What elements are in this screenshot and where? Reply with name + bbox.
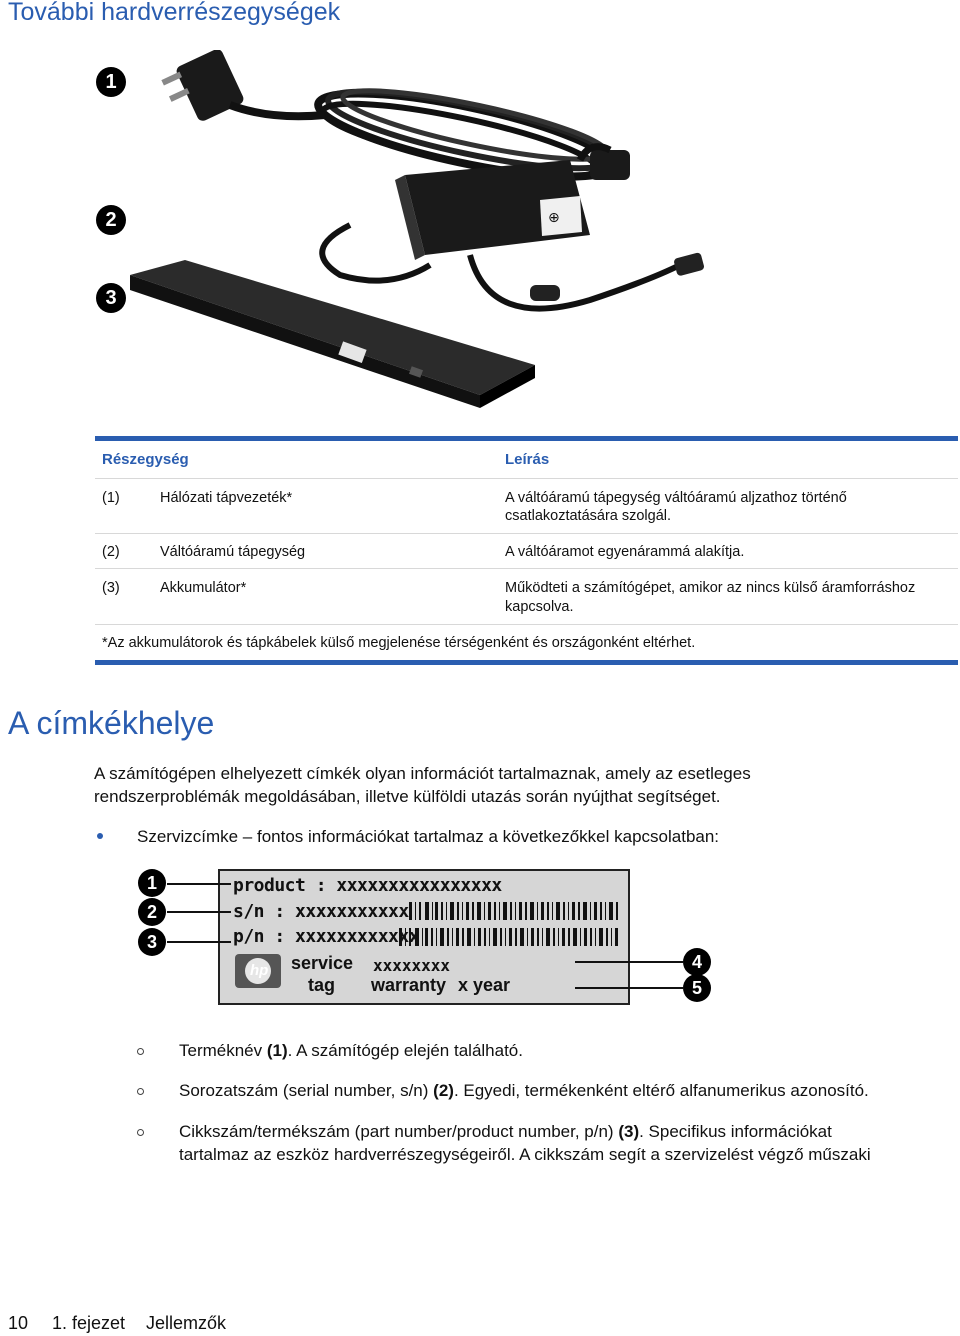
callout-1: 1 xyxy=(96,67,126,97)
sub-item-ref: (3) xyxy=(618,1122,640,1141)
table-footnote: *Az akkumulátorok és tápkábelek külső megjelenése térségenként és országonként eltérhet. xyxy=(102,635,696,651)
row-3-number: (3) xyxy=(102,580,120,596)
section-title: A címkékhelye xyxy=(8,705,215,741)
table-header-description: Leírás xyxy=(505,451,550,468)
row-divider xyxy=(95,624,958,625)
sub-item-part-number-line2: tartalmaz az eszköz hardverrészegységeiről. A cikkszám segít a szervizelést végző műszaki xyxy=(179,1145,871,1164)
row-2-description-line1: A váltóáramot egyenárammá alakítja. xyxy=(505,544,745,560)
ac-adapter-image xyxy=(322,160,705,309)
row-3-description-line1: Működteti a számítógépet, amikor az nincs külső áramforráshoz xyxy=(505,580,916,596)
label-tag: tag xyxy=(308,975,335,995)
footer-chapter-name: Jellemzők xyxy=(146,1313,227,1333)
label-callout-5: 5 xyxy=(683,974,711,1002)
row-divider xyxy=(95,533,958,534)
table-top-rule xyxy=(95,436,958,441)
intro-line-1: A számítógépen elhelyezett címkék olyan információt tartalmaznak, amely az esetleges xyxy=(94,764,751,783)
row-1-number: (1) xyxy=(102,490,120,506)
row-1-description-line2: csatlakoztatására szolgál. xyxy=(505,508,672,524)
sub-item-text: Cikkszám/termékszám (part number/product number, p/n) xyxy=(179,1122,619,1141)
sub-item-text: Terméknév xyxy=(179,1041,267,1060)
label-part-number: p/n : xxxxxxxxxxxx xyxy=(233,926,420,947)
row-divider xyxy=(95,568,958,569)
row-2-component: Váltóáramú tápegység xyxy=(160,544,306,560)
sub-item-text: . A számítógép elején található. xyxy=(287,1041,523,1060)
label-callout-2: 2 xyxy=(138,898,166,926)
row-3-component: Akkumulátor* xyxy=(160,580,247,596)
label-callout-4: 4 xyxy=(683,948,711,976)
sub-bullet-icon xyxy=(137,1048,144,1055)
hp-logo: hp xyxy=(250,962,269,979)
callout-3: 3 xyxy=(96,283,126,313)
sub-item-part-number xyxy=(179,1120,832,1143)
label-serial-number: s/n : xxxxxxxxxxx xyxy=(233,901,409,922)
label-callout-3: 3 xyxy=(138,928,166,956)
sub-item-text: Sorozatszám (serial number, s/n) xyxy=(179,1081,434,1100)
hardware-figure xyxy=(90,50,790,415)
label-warranty-code: xxxxxxxx xyxy=(373,956,451,975)
svg-text:⊕: ⊕ xyxy=(548,210,560,226)
sub-bullet-icon xyxy=(137,1129,144,1136)
sub-item-serial-number xyxy=(179,1079,869,1102)
footer-chapter: 1. fejezet xyxy=(52,1313,126,1333)
sub-item-ref: (1) xyxy=(266,1041,288,1060)
sub-item-ref: (2) xyxy=(433,1081,454,1100)
table-header-component: Részegység xyxy=(102,451,189,468)
row-1-description-line1: A váltóáramú tápegység váltóáramú aljzathoz történő xyxy=(505,490,847,506)
label-product: product : xxxxxxxxxxxxxxxx xyxy=(233,875,502,896)
bullet-icon xyxy=(97,833,103,839)
sub-item-text: . Specifikus információkat xyxy=(639,1122,832,1141)
table-header-divider xyxy=(95,478,958,479)
page-title: További hardverrészegységek xyxy=(8,0,341,26)
page-number: 10 xyxy=(8,1313,29,1333)
label-year: x year xyxy=(458,975,511,995)
label-warranty: warranty xyxy=(371,975,447,995)
sub-item-product-name xyxy=(179,1039,523,1062)
battery-image xyxy=(130,260,535,408)
callout-2: 2 xyxy=(96,205,126,235)
label-service: service xyxy=(291,953,354,973)
row-1-component: Hálózati tápvezeték* xyxy=(160,490,293,506)
intro-line-2: rendszerproblémák megoldásában, illetve külföldi utazás során nyújthat segítséget. xyxy=(94,787,721,806)
row-3-description-line2: kapcsolva. xyxy=(505,599,574,615)
table-bottom-rule xyxy=(95,660,958,665)
sub-item-text: . Egyedi, termékenként eltérő alfanumerikus azonosító. xyxy=(453,1081,869,1100)
sub-bullet-icon xyxy=(137,1088,144,1095)
row-2-number: (2) xyxy=(102,544,120,560)
hardware-illustration xyxy=(90,50,790,415)
label-callout-1: 1 xyxy=(138,869,166,897)
bullet-service-label: Szervizcímke – fontos információkat tartalmaz a következőkkel kapcsolatban: xyxy=(137,827,720,846)
